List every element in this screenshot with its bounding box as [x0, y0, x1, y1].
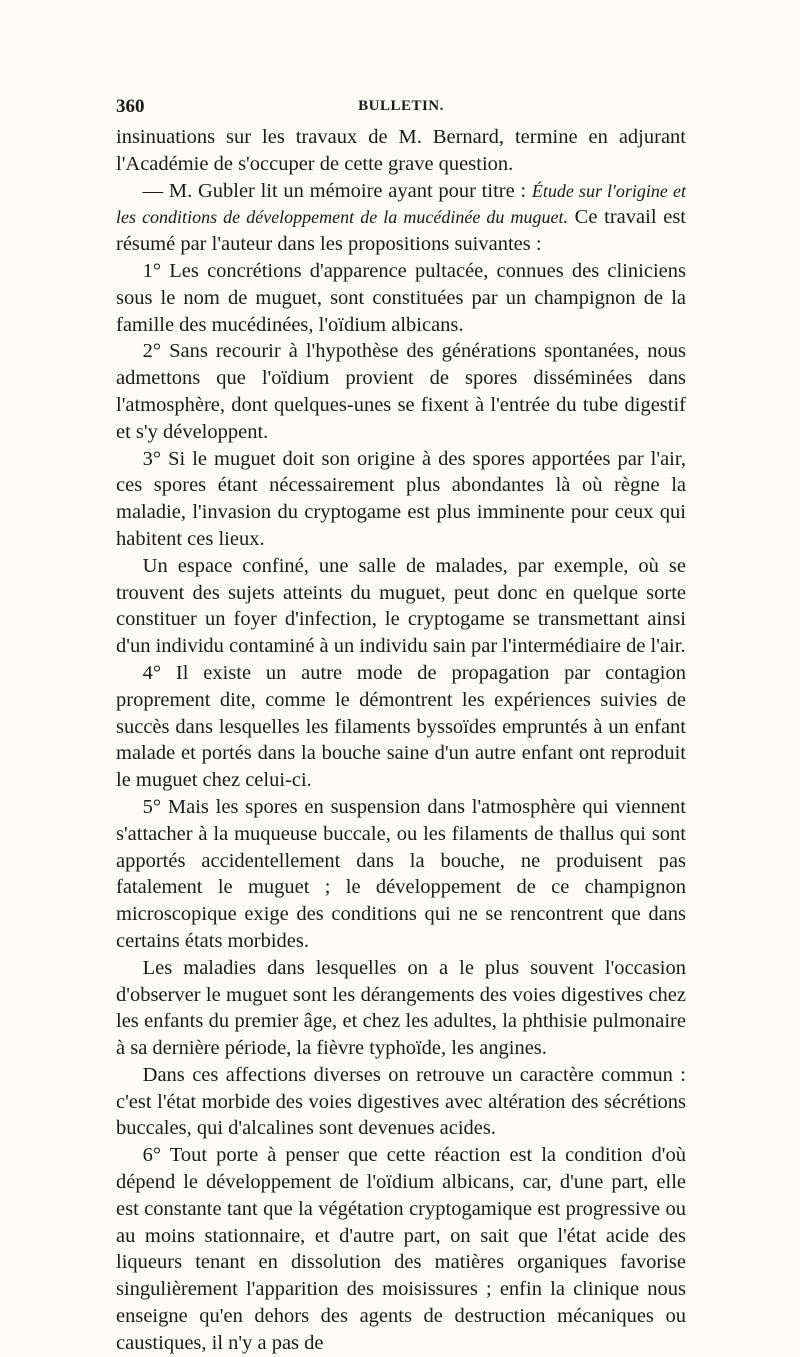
paragraph: 3° Si le muguet doit son origine à des spores apportées par l'air, ces spores étant nécessairement plus abondantes là où règne la maladie, l'invasion du cryptogame est plus imminente pour ceux qui habitent ces lieux. [116, 447, 686, 550]
paragraph: 5° Mais les spores en suspension dans l'atmosphère qui viennent s'attacher à la muqueuse buccale, ou les filaments de thallus qui sont apportés accidentellement dans la bouche, ne produisent pas fatalement le muguet ; le développement de ce champignon microscopique exige des conditions qui ne se rencontrent que dans certains états morbides. [116, 795, 686, 952]
paragraph: — M. Gubler lit un mémoire ayant pour titre : Étude sur l'origine et les conditions de développement de la mucédinée du muguet. Ce travail est résumé par l'auteur dans les propositions suivantes : [116, 179, 686, 256]
page-header [116, 96, 686, 122]
paragraph: 1° Les concrétions d'apparence pultacée, connues des cliniciens sous le nom de muguet, sont constituées par un champignon de la famille des mucédinées, l'oïdium albicans. [116, 259, 686, 336]
running-head: BULLETIN. [358, 98, 444, 114]
paragraph: Dans ces affections diverses on retrouve un caractère commun : c'est l'état morbide des voies digestives avec altération des sécrétions buccales, qui d'alcalines sont devenues acides. [116, 1063, 686, 1140]
memoir-title: Étude sur l'origine et les conditions de développement de la mucédinée du muguet. [116, 180, 686, 228]
page-number: 360 [116, 96, 145, 117]
body-text [116, 124, 686, 1357]
paragraph: 2° Sans recourir à l'hypothèse des générations spontanées, nous admettons que l'oïdium provient de spores disséminées dans l'atmosphère, dont quelques-unes se fixent à l'entrée du tube digestif et s'y développent. [116, 340, 686, 443]
paragraph: 6° Tout porte à penser que cette réaction est la condition d'où dépend le développement de l'oïdium albicans, car, d'une part, elle est constante tant que la végétation cryptogamique est progressive ou au moins stationnaire, et d'autre part, on sait que l'état acide des liqueurs tenant en dissolution des matières organiques favorise singulièrement l'apparition des moisissures ; enfin la clinique nous enseigne qu'en dehors des agents de destruction mécaniques ou caustiques, il n'y a pas de [116, 1144, 686, 1354]
paragraph: Les maladies dans lesquelles on a le plus souvent l'occasion d'observer le muguet sont les dérangements des voies digestives chez les enfants du premier âge, et chez les adultes, la phthisie pulmonaire à sa dernière période, la fièvre typhoïde, les angines. [116, 956, 686, 1060]
paragraph: insinuations sur les travaux de M. Bernard, termine en adjurant l'Académie de s'occuper de cette grave question. [116, 126, 686, 175]
paragraph: Un espace confiné, une salle de malades, par exemple, où se trouvent des sujets atteints du muguet, peut donc en quelque sorte constituer un foyer d'infection, le cryptogame se transmettant ainsi d'un individu contaminé à un individu sain par l'intermédiaire de l'air. [116, 554, 686, 658]
paragraph: 4° Il existe un autre mode de propagation par contagion proprement dite, comme le démontrent les expériences suivies de succès dans lesquelles les filaments byssoïdes empruntés à un enfant malade et portés dans la bouche saine d'un autre enfant ont reproduit le muguet chez celui-ci. [116, 661, 686, 792]
